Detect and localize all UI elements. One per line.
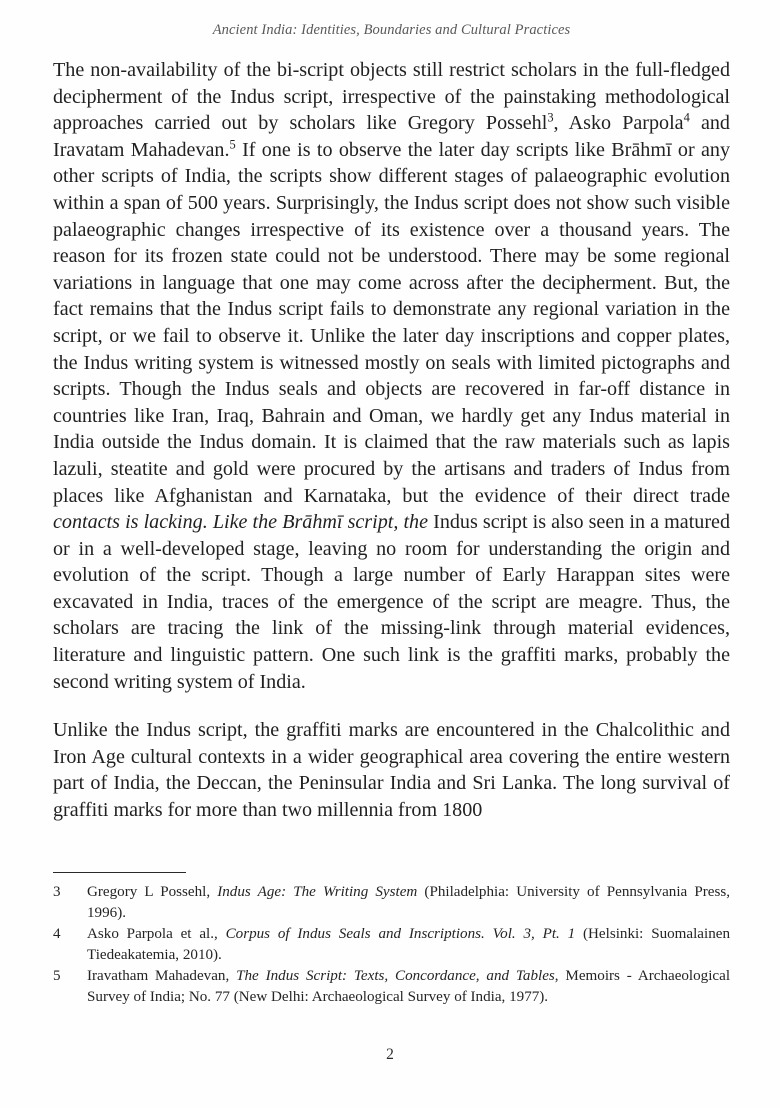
paragraph-1 — [53, 57, 730, 695]
page-number: 2 — [386, 1046, 394, 1063]
footnote-separator-rule — [53, 872, 186, 873]
paragraph-1-italic-phrase: contacts is lacking. Like the Brāhmī script, the — [53, 511, 429, 534]
footnote-entry — [53, 924, 730, 965]
footnotes-section — [53, 872, 730, 1009]
paragraph-1-segment-3: and Iravatam Mahadevan. — [53, 112, 730, 161]
footnote-text-pre: Gregory L Possehl, — [87, 884, 218, 900]
footnote-title-italic: Corpus of Indus Seals and Inscriptions. Vol. 3, Pt. 1 — [225, 926, 576, 943]
footnote-text-pre: Asko Parpola et al., — [87, 926, 226, 943]
footnote-marker-4[interactable]: 4 — [683, 110, 690, 125]
footnote-title-italic: Indus Age: The Writing System — [217, 884, 418, 900]
paragraph-1-segment-4: If one is to observe the later day scripts like Brāhmī or any other scripts of India, the scripts show different stages of palaeographic evolution within a span of 500 years. Surprisingly, the Indus script does not show such visible palaeographic changes irrespective of its existence over a thousand years. The reason for its frozen state could not be understood. There may be some regional variations in language that one may come across after the decipherment. But, the fact remains that the Indus script fails to demonstrate any regional variation in the script, or we fail to observe it. Unlike the later day inscriptions and copper plates, the Indus writing system is witnessed mostly on seals with limited pictographs and scripts. Though the Indus seals and objects are recovered in far-off distance in countries like Iran, Iraq, Bahrain and Oman, we hardly get any Indus material in India outside the Indus domain. It is claimed that the raw materials such as lapis lazuli, steatite and gold were procured by the artisans and traders of Indus from places like Afghanistan and Karnataka, but the evidence of their direct trade — [53, 138, 730, 507]
footnote-entry — [53, 966, 730, 1007]
paragraph-1-segment-2: , Asko Parpola — [553, 112, 684, 135]
paragraph-2: Unlike the Indus script, the graffiti marks are encountered in the Chalcolithic and Iron Age cultural contexts in a wider geographical area covering the entire western part of India, the Deccan, the Peninsular India and Sri Lanka. The long survival of graffiti marks for more than two millennia from 1800 — [53, 719, 730, 822]
running-head: Ancient India: Identities, Boundaries and Cultural Practices — [212, 22, 571, 38]
footnote-number: 3 — [53, 884, 61, 900]
footnote-number: 5 — [53, 968, 61, 985]
footnote-text-pre: Iravatham Mahadevan, — [87, 968, 237, 985]
footnote-marker-3[interactable]: 3 — [547, 110, 554, 125]
paragraph-1-segment-1: The non-availability of the bi-script objects still restrict scholars in the full-fledged decipherment of the Indus script, irrespective of the painstaking methodological approaches carried out by scholars like Gregory Possehl — [53, 59, 730, 135]
body-text-block — [53, 57, 730, 824]
footnote-title-italic: The Indus Script: Texts, Concordance, and Tables — [236, 968, 555, 985]
footnote-number: 4 — [53, 926, 61, 943]
paragraph-1-segment-5: Indus script is also seen in a matured or in a well-developed stage, leaving no room for understanding the origin and evolution of the script. Though a large number of Early Harappan sites were excavated in India, traces of the emergence of the script are meagre. Thus, the scholars are tracing the link of the missing-link through material evidences, literature and linguistic pattern. One such link is the graffiti marks, probably the second writing system of India. — [53, 511, 731, 693]
footnote-text-post: (Philadelphia: University of Pennsylvania Press, 1996). — [87, 884, 730, 921]
footnote-marker-5[interactable]: 5 — [229, 137, 236, 152]
footnote-entry — [53, 882, 730, 923]
footnote-text-post: , Memoirs - Archaeological Survey of India; No. 77 (New Delhi: Archaeological Survey of India, 1977). — [87, 968, 731, 1005]
footnote-text-post: (Helsinki: Suomalainen Tiedeakatemia, 2010). — [87, 926, 730, 963]
